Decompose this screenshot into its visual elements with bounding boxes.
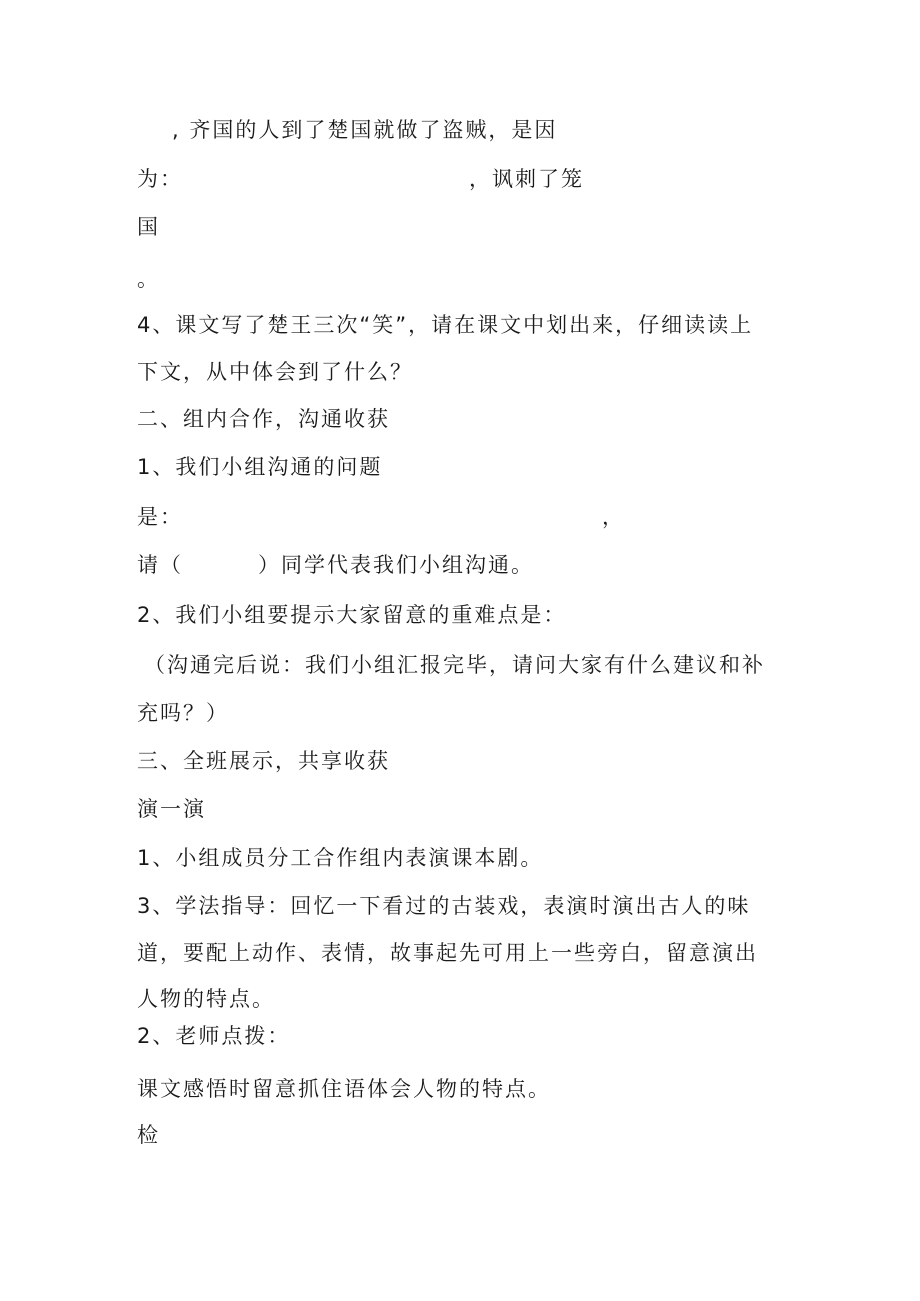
text-line-21: 课文感悟时留意抓住语体会人物的特点。: [137, 1077, 551, 1101]
text-line-8: 1、我们小组沟通的问题: [137, 455, 383, 479]
text-line-3: 国: [137, 215, 160, 239]
text-line-1: , 齐国的人到了楚国就做了盗贼，是因: [172, 118, 558, 142]
text-line-9-tail: ，: [602, 505, 625, 529]
text-line-2: 为：: [137, 167, 183, 191]
text-line-12: （沟通完后说：我们小组汇报完毕，请问大家有什么建议和补: [144, 653, 765, 677]
section-heading-2: 二、组内合作，沟通收获: [137, 407, 390, 431]
section-heading-3: 三、全班展示，共享收获: [137, 749, 390, 773]
text-line-2-tail: ，讽刺了笼: [469, 167, 584, 191]
text-line-17: 3、学法指导：回忆一下看过的古装戏，表演时演出古人的味: [137, 894, 751, 918]
text-line-11: 2、我们小组要提示大家留意的重难点是：: [137, 603, 567, 627]
text-line-10-tail: ）同学代表我们小组沟通。: [258, 553, 534, 577]
text-line-10: 请（: [137, 553, 183, 577]
text-line-6: 下文，从中体会到了什么？: [137, 360, 413, 384]
text-line-4: 。: [137, 267, 160, 291]
text-line-9: 是：: [137, 505, 183, 529]
text-line-13: 充吗？）: [137, 701, 229, 725]
text-line-20: 2、老师点拨：: [137, 1024, 291, 1048]
text-line-22: 检: [137, 1123, 160, 1147]
text-line-15: 演一演: [137, 797, 206, 821]
text-line-5: 4、课文写了楚王三次“笑”，请在课文中划出来，仔细读读上: [137, 313, 754, 337]
text-line-19: 人物的特点。: [137, 987, 275, 1011]
text-line-18: 道，要配上动作、表情，故事起先可用上一些旁白，留意演出: [137, 941, 758, 965]
text-line-16: 1、小组成员分工合作组内表演课本剧。: [137, 846, 544, 870]
